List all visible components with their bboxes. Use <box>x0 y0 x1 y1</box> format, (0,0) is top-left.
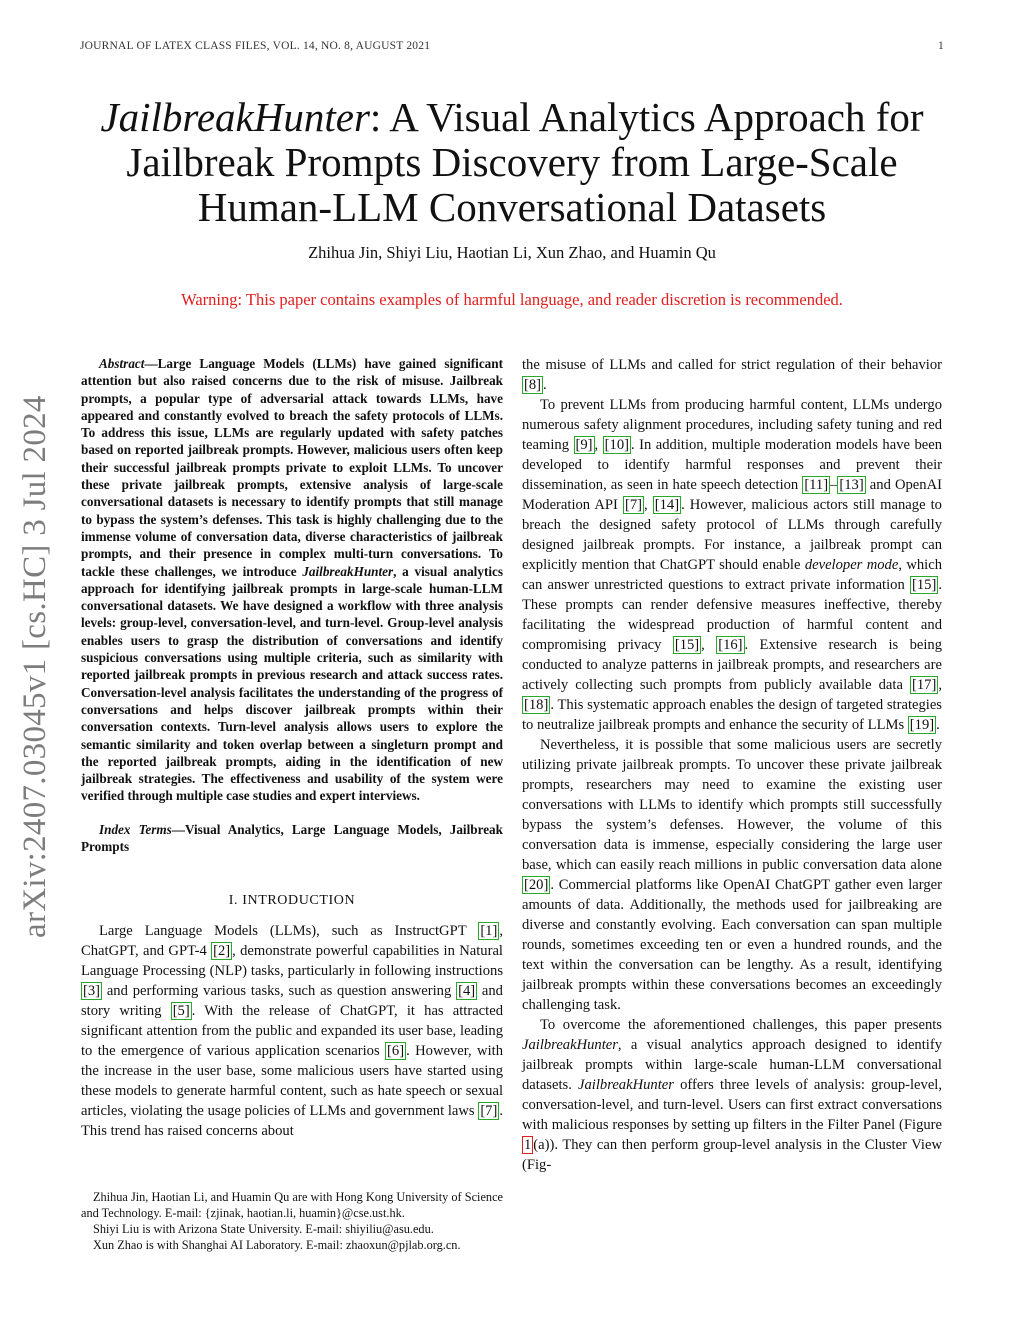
abstract-label: Abstract <box>99 356 145 371</box>
text: , demonstrate powerful capabilities in Natural Language Processing (NLP) tasks, particularly in following instructions <box>81 943 503 980</box>
right-paragraph-2 <box>522 395 942 735</box>
intro-paragraph-1 <box>81 921 503 1141</box>
text: the misuse of LLMs and called for strict regulation of their behavior <box>522 357 942 373</box>
citation-link[interactable]: [2] <box>213 943 231 960</box>
citation-link[interactable]: [8] <box>524 377 542 393</box>
title-rest: : A Visual Analytics Approach for Jailbreak Prompts Discovery from Large-Scale Human-LLM Conversational Datasets <box>126 94 924 230</box>
citation-link[interactable]: [1] <box>480 923 498 940</box>
text: and story writing <box>81 983 503 1020</box>
paper-title <box>70 95 954 230</box>
text: – <box>830 477 838 493</box>
text: . However, with the increase in the user base, some malicious users have started using these models to generate harmful content, such as hate speech or sexual articles, violating the usage policies of LLMs and government laws <box>81 1043 503 1120</box>
text: , which can answer unrestricted questions to extract private information <box>522 557 942 593</box>
abstract-system-name: JailbreakHunter <box>302 563 394 579</box>
text: . With the release of ChatGPT, it has attracted significant attention from the public and expanded its user base, leading to the emergence of various application scenarios <box>81 1003 503 1060</box>
page-number: 1 <box>938 40 944 52</box>
citation-link[interactable]: [7] <box>624 497 642 513</box>
index-terms-text: —Visual Analytics, Large Language Models, Jailbreak Prompts <box>81 821 503 855</box>
footnote-affiliation-3: Xun Zhao is with Shanghai AI Laboratory. E-mail: zhaoxun@pjlab.org.cn. <box>93 1238 461 1252</box>
text: , <box>701 637 717 653</box>
index-terms-label: Index Terms <box>99 821 172 837</box>
citation-link[interactable]: [7] <box>480 1103 498 1120</box>
citation-link[interactable]: [4] <box>458 983 476 1000</box>
text: Nevertheless, it is possible that some malicious users are secretly utilizing private jailbreak prompts. To uncover these private jailbreak prompts, researchers may need to examine the existing user conversations with LLMs to identify which prompts still successfully bypass the system’s defenses. However, the volume of this conversation data is immense, especially considering the large user base, which can easily reach millions in public conversation data alone <box>522 737 942 873</box>
text: and performing various tasks, such as question answering <box>102 983 457 1000</box>
footnote-affiliation-1: Zhihua Jin, Haotian Li, and Huamin Qu are with Hong Kong University of Science and Technology. E-mail: {zjinak, haotian.li, huamin}@cse.ust.hk. <box>81 1190 503 1220</box>
text: , <box>594 437 603 453</box>
citation-link[interactable]: [6] <box>387 1043 405 1060</box>
right-paragraph-1 <box>522 355 942 395</box>
citation-link[interactable]: [20] <box>524 877 549 893</box>
content-warning: Warning: This paper contains examples of harmful language, and reader discretion is recommended. <box>181 290 843 309</box>
emphasis: JailbreakHunter <box>522 1037 618 1053</box>
citation-link[interactable]: [16] <box>718 637 743 653</box>
abstract-text-2: , a visual analytics approach for identifying jailbreak prompts in large-scale human-LLM conversational datasets. We have designed a workflow with three analysis levels: group-level, conversation-level, and turn-level. Group-level analysis enables users to grasp the distribution of conversations and identify suspicious conversations using multiple criteria, such as similarity with reported jailbreak prompts in previous research and attack success rates. Conversation-level analysis facilitates the understanding of the progress of conversations and helps discover jailbreak prompts within their conversation contexts. Turn-level analysis allows users to explore the semantic similarity and token overlap between a singleturn prompt and the reported jailbreak prompts, aiding in the identification of new jailbreak strategies. The effectiveness and usability of the system were verified through multiple case studies and expert interviews. <box>81 563 503 804</box>
text: To overcome the aforementioned challenges, this paper presents <box>540 1017 942 1033</box>
abstract <box>81 355 503 805</box>
citation-link[interactable]: [11] <box>804 477 829 493</box>
text: , a visual analytics approach designed to identify jailbreak prompts within large-scale human-LLM conversational datasets. <box>522 1037 942 1093</box>
text: . However, malicious actors still manage to breach the designed safety protocol of LLMs through carefully designed jailbreak prompts. For instance, a jailbreak prompt can explicitly mention that ChatGPT should enable <box>522 497 942 573</box>
text: and OpenAI Moderation API <box>522 477 942 513</box>
citation-link[interactable]: [17] <box>912 677 937 693</box>
citation-link[interactable]: [18] <box>524 697 549 713</box>
citation-link[interactable]: [9] <box>575 437 593 453</box>
text: . In addition, multiple moderation models have been developed to identify harmful responses and prevent their dissemination, as seen in hate speech detection <box>522 437 943 493</box>
text: Large Language Models (LLMs), such as InstructGPT <box>99 923 479 940</box>
text: . This trend has raised concerns about <box>81 1103 503 1140</box>
emphasis: developer mode <box>804 557 899 573</box>
citation-link[interactable]: [3] <box>83 983 101 1000</box>
text: . Extensive research is being conducted to analyze patterns in jailbreak prompts, and researchers are actively collecting such prompts from publicly available data <box>522 637 943 693</box>
affiliation-footnotes <box>81 1189 503 1253</box>
emphasis: JailbreakHunter <box>578 1077 674 1093</box>
text: . Commercial platforms like OpenAI ChatGPT gather even larger amounts of data. Additionally, the methods used for jailbreaking are diverse and constantly evolving. Each conversation can span multiple rounds, sometimes exceeding ten or even a hundred rounds, and the text within the conversation can be lengthy. As a result, identifying jailbreak prompts within these conversations becomes an exceedingly challenging task. <box>522 877 942 1013</box>
system-name: JailbreakHunter <box>100 94 370 140</box>
citation-link[interactable]: [13] <box>839 477 864 493</box>
text: , <box>938 677 942 693</box>
citation-link[interactable]: [15] <box>912 577 937 593</box>
right-paragraph-3 <box>522 735 942 1015</box>
abstract-text-1: —Large Language Models (LLMs) have gained significant attention but also raised concerns due to the risk of misuse. Jailbreak prompts, a popular type of adversarial attack towards LLMs, have appeared and constantly evolved to breach the safety protocols of LLMs. To address this issue, LLMs are regularly updated with safety patches based on reported jailbreak prompts. However, malicious users often keep their successful jailbreak prompts private to exploit LLMs. To uncover these private jailbreak prompts, extensive analysis of large-scale conversational datasets is necessary to identify prompts that still manage to bypass the system’s defenses. This task is highly challenging due to the immense volume of conversation data, diverse characteristics of jailbreak prompts, and their presence in complex multi-turn conversations. To tackle these challenges, we introduce <box>81 356 503 579</box>
text: , <box>644 497 653 513</box>
journal-info: JOURNAL OF LATEX CLASS FILES, VOL. 14, NO. 8, AUGUST 2021 <box>80 40 431 52</box>
citation-link[interactable]: [14] <box>654 497 680 513</box>
text: To prevent LLMs from producing harmful content, LLMs undergo numerous safety alignment procedures, including safety tuning and red teaming <box>522 397 942 453</box>
text: . <box>543 377 547 393</box>
section-initial: I <box>242 893 248 909</box>
citation-link[interactable]: [5] <box>172 1003 190 1020</box>
section-title-rest: NTRODUCTION <box>247 893 356 909</box>
footnote-affiliation-2: Shiyi Liu is with Arizona State University. E-mail: shiyiliu@asu.edu. <box>93 1222 434 1236</box>
section-number: I. <box>228 893 243 909</box>
text: . This systematic approach enables the design of targeted strategies to neutralize jailbreak prompts and enhance the security of LLMs <box>522 697 942 733</box>
text: offers three levels of analysis: group-level, conversation-level, and turn-level. Users can first extract conversations with malicious responses by setting up filters in the Filter Panel (Figure <box>522 1077 943 1133</box>
figure-link[interactable]: 1 <box>524 1137 532 1153</box>
citation-link[interactable]: [10] <box>604 437 629 453</box>
arxiv-identifier: arXiv:2407.03045v1 [cs.HC] 3 Jul 2024 <box>17 395 53 938</box>
text: . These prompts can render defensive measures ineffective, thereby facilitating the widespread production of harmful content and compromising privacy <box>522 577 942 653</box>
index-terms <box>81 821 503 856</box>
section-heading-introduction <box>81 891 503 911</box>
citation-link[interactable]: [19] <box>909 717 935 733</box>
author-list: Zhihua Jin, Shiyi Liu, Haotian Li, Xun Zhao, and Huamin Qu <box>308 243 716 262</box>
right-column <box>522 355 942 1175</box>
right-paragraph-4 <box>522 1015 942 1175</box>
left-column <box>81 355 503 1141</box>
citation-link[interactable]: [15] <box>674 637 700 653</box>
text: (a)). They can then perform group-level analysis in the Cluster View (Fig- <box>522 1137 942 1173</box>
text: . <box>936 717 940 733</box>
text: , ChatGPT, and GPT-4 <box>81 923 503 960</box>
